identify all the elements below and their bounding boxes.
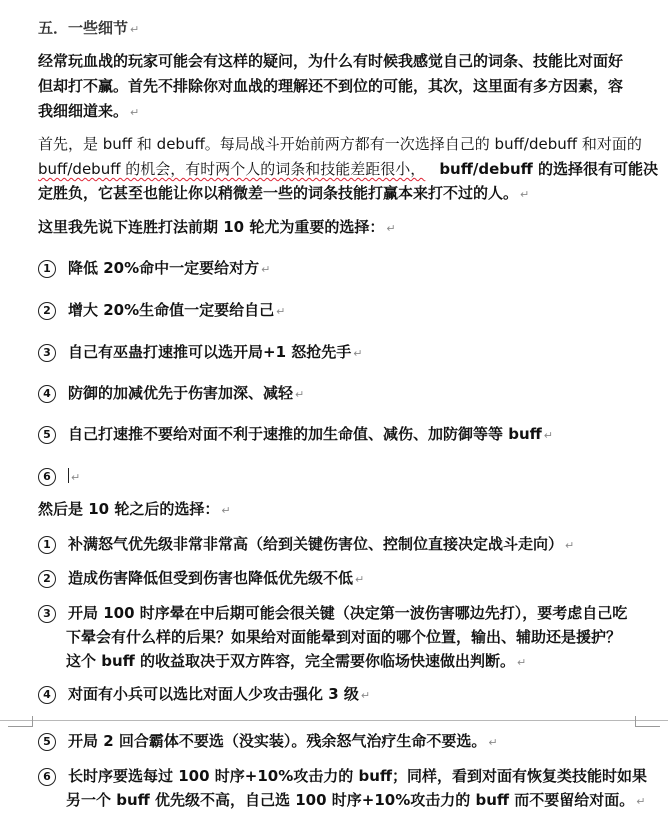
paragraph-mark-icon: ↵ bbox=[520, 188, 530, 201]
late-item-1 bbox=[38, 534, 574, 556]
early-item-3 bbox=[38, 342, 362, 364]
circled-number: 1 bbox=[38, 260, 56, 278]
item-text: 长时序要选每过 100 时序+10%攻击力的 buff；同样，看到对面有恢复类技能时如果 bbox=[68, 767, 648, 785]
circled-number: 6 bbox=[38, 768, 56, 786]
paragraph-mark-icon: ↵ bbox=[130, 106, 140, 119]
paragraph-mark-icon: ↵ bbox=[517, 656, 527, 669]
early-item-5 bbox=[38, 424, 553, 446]
late-item-2 bbox=[38, 568, 364, 590]
paragraph-mark-icon: ↵ bbox=[353, 347, 363, 360]
late-item-6 bbox=[38, 766, 647, 786]
item-text: 降低 20%命中一定要给对方 bbox=[68, 259, 260, 277]
late-section-title: 然后是 10 轮之后的选择： ↵ bbox=[38, 500, 231, 518]
text-cursor bbox=[68, 468, 69, 483]
paragraph-mark-icon: ↵ bbox=[565, 539, 575, 552]
circled-number: 3 bbox=[38, 605, 56, 623]
item-text: 防御的加减优先于伤害加深、减轻 bbox=[68, 384, 294, 402]
late-item-3-line-3: 这个 buff 的收益取决于双方阵容，完全需要你临场快速做出判断。 ↵ bbox=[66, 652, 527, 670]
circled-number: 4 bbox=[38, 385, 56, 403]
buff-line-3: 定胜负，它甚至也能让你以稍微差一些的词条技能打赢本来打不过的人。 ↵ bbox=[38, 184, 530, 202]
item-text: 补满怒气优先级非常非常高（给到关键伤害位、控制位直接决定战斗走向） bbox=[68, 535, 564, 553]
page-corner-mark-right bbox=[635, 716, 660, 727]
page-corner-mark-left bbox=[8, 716, 33, 727]
circled-number: 6 bbox=[38, 468, 56, 486]
paragraph-mark-icon: ↵ bbox=[261, 263, 271, 276]
circled-number: 2 bbox=[38, 302, 56, 320]
early-item-4 bbox=[38, 383, 304, 405]
late-item-3-line-2: 下晕会有什么样的后果？如果给对面能晕到对面的哪个位置，输出、辅助还是援护？ bbox=[66, 628, 622, 646]
item-text: 增大 20%生命值一定要给自己 bbox=[68, 301, 275, 319]
circled-number: 5 bbox=[38, 426, 56, 444]
item-text: 造成伤害降低但受到伤害也降低优先级不低 bbox=[68, 569, 354, 587]
paragraph-mark-icon: ↵ bbox=[276, 305, 286, 318]
intro-line-3: 我细细道来。 ↵ bbox=[38, 102, 140, 120]
late-item-3 bbox=[38, 603, 627, 623]
paragraph-mark-icon: ↵ bbox=[355, 573, 365, 586]
early-item-1 bbox=[38, 258, 270, 280]
early-item-2 bbox=[38, 300, 285, 322]
paragraph-mark-icon: ↵ bbox=[360, 689, 371, 702]
intro-line-2: 但却打不赢。首先不排除你对血战的理解还不到位的可能，其次，这里面有多方因素，容 bbox=[38, 77, 624, 95]
item-text: 对面有小兵可以选比对面人少攻击强化 3 级 bbox=[68, 685, 359, 703]
buff-line-2: buff/debuff 的机会，有时两个人的词条和技能差距很小， buff/debuff 的选择很有可能决 bbox=[38, 160, 659, 178]
section-heading bbox=[38, 18, 139, 40]
buff-line-1: 首先，是 buff 和 debuff。每局战斗开始前两方都有一次选择自己的 buff/debuff 和对面的 bbox=[38, 135, 642, 153]
item-text: 开局 2 回合霸体不要选（没实装）。残余怒气治疗生命不要选。 bbox=[68, 732, 487, 750]
intro-line-1: 经常玩血战的玩家可能会有这样的疑问，为什么有时候我感觉自己的词条、技能比对面好 bbox=[38, 52, 624, 70]
circled-number: 1 bbox=[38, 536, 56, 554]
circled-number: 4 bbox=[38, 686, 56, 704]
circled-number: 5 bbox=[38, 733, 56, 751]
page-break bbox=[0, 716, 668, 726]
paragraph-mark-icon: ↵ bbox=[295, 388, 305, 401]
paragraph-mark-icon: ↵ bbox=[636, 795, 646, 808]
item-text: 开局 100 时序晕在中后期可能会很关键（决定第一波伤害哪边先打），要考虑自己吃 bbox=[68, 604, 628, 622]
paragraph-mark-icon: ↵ bbox=[543, 429, 554, 442]
paragraph-mark-icon: ↵ bbox=[221, 504, 231, 517]
late-item-6-line-2: 另一个 buff 优先级不高，自己选 100 时序+10%攻击力的 buff 而不要留给对面。 ↵ bbox=[66, 791, 646, 809]
early-item-6[interactable] bbox=[38, 466, 80, 488]
late-item-4 bbox=[38, 684, 370, 706]
late-item-5 bbox=[38, 731, 498, 753]
circled-number: 3 bbox=[38, 344, 56, 362]
item-text: 自己有巫蛊打速推可以选开局+1 怒抢先手 bbox=[68, 343, 352, 361]
early-section-title: 这里我先说下连胜打法前期 10 轮尤为重要的选择： ↵ bbox=[38, 218, 396, 236]
paragraph-mark-icon: ↵ bbox=[71, 471, 81, 484]
item-text: 自己打速推不要给对面不利于速推的加生命值、减伤、加防御等等 buff bbox=[68, 425, 542, 443]
page-break-rule bbox=[0, 720, 668, 721]
paragraph-mark-icon: ↵ bbox=[488, 736, 498, 749]
heading-text: 五．一些细节 bbox=[38, 19, 129, 37]
circled-number: 2 bbox=[38, 570, 56, 588]
paragraph-mark-icon: ↵ bbox=[130, 23, 140, 36]
paragraph-mark-icon: ↵ bbox=[386, 222, 396, 235]
